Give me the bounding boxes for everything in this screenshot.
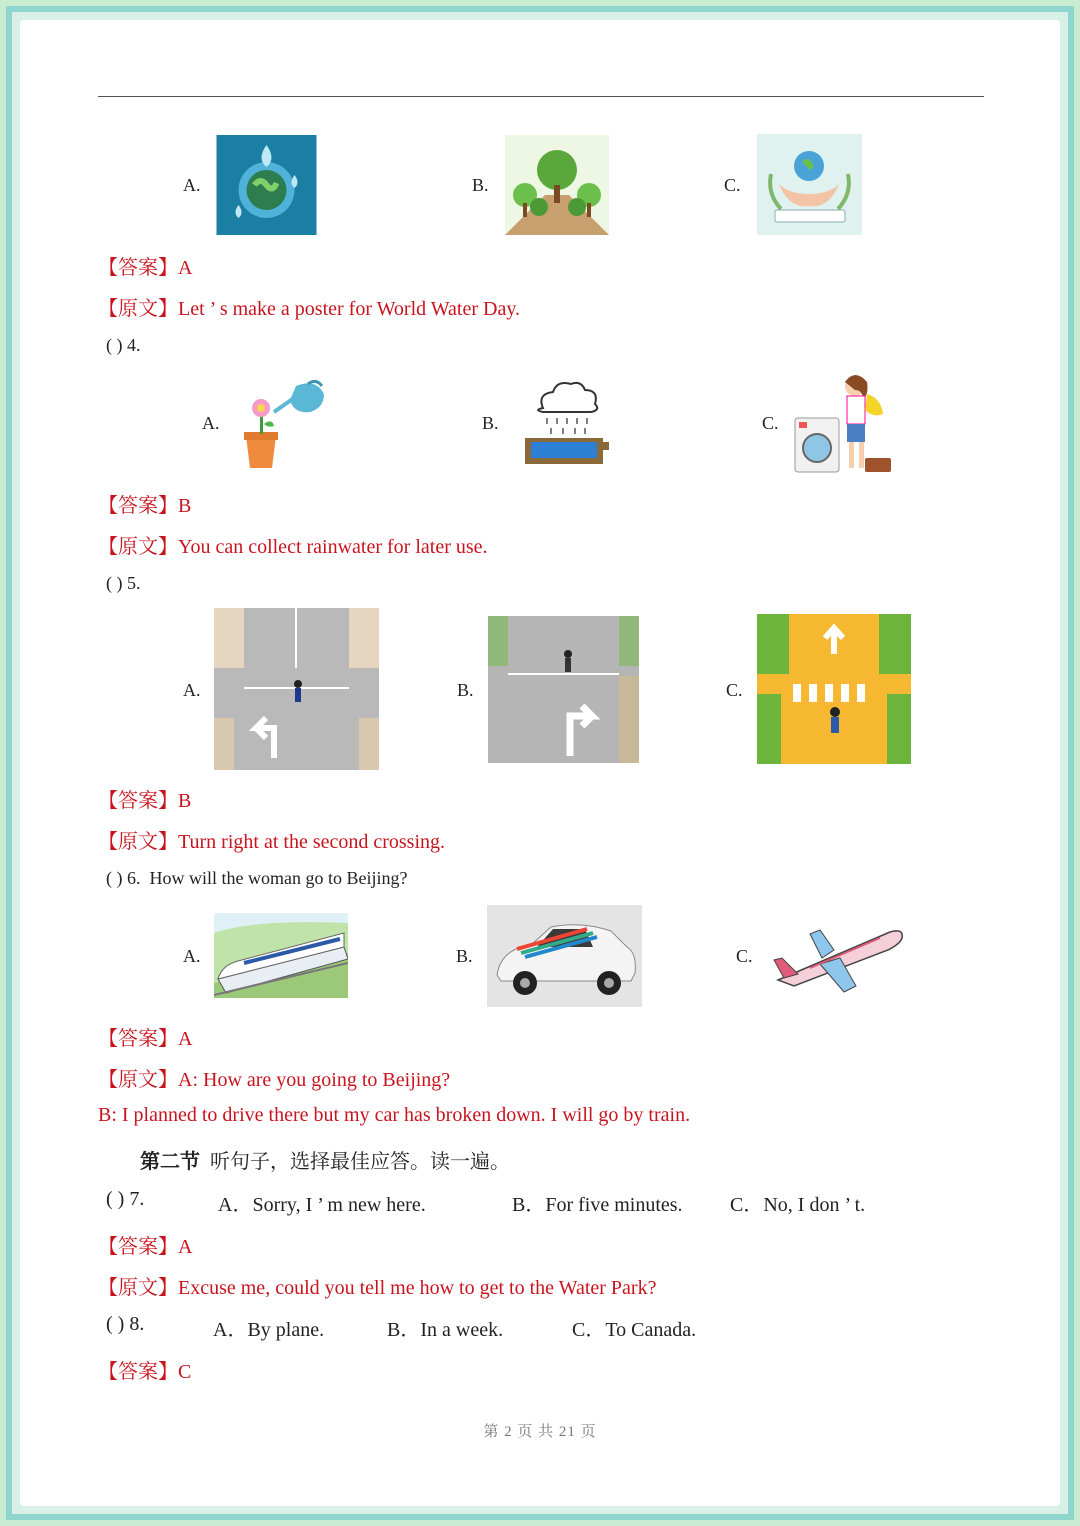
q4-answer-line: [98, 489, 191, 518]
q6-option-c-letter: C.: [736, 946, 753, 966]
watering-flower-icon: [236, 376, 331, 469]
text-label: 【原文】: [98, 536, 178, 558]
q4-option-c-letter: C.: [762, 413, 779, 433]
text-label: 【原文】: [98, 298, 178, 320]
q6-question-line: [106, 868, 407, 889]
q6-text-line: [98, 1063, 450, 1092]
q7-option-b: B．For five minutes.: [512, 1194, 683, 1216]
q7-text-line: [98, 1271, 656, 1300]
page-footer: 第 2 页 共 21 页: [483, 1424, 597, 1440]
q6-answer: A: [178, 1028, 193, 1050]
q5-option-c-letter: C.: [726, 680, 743, 700]
q5-transcript: Turn right at the second crossing.: [178, 831, 446, 853]
earth-day-hands-icon: [757, 134, 862, 235]
q3-option-b-letter: B.: [472, 175, 489, 195]
q4-answer: B: [178, 495, 192, 517]
turn-right-road-icon: [488, 616, 639, 763]
q3-text-line: [98, 292, 520, 321]
q4-text-line: [98, 530, 488, 559]
go-straight-road-icon: [757, 614, 911, 764]
q6-transcript-line2: B: I planned to drive there but my car has broken down. I will go by train.: [98, 1104, 691, 1126]
plane-icon: [770, 920, 904, 1000]
q6-option-a-letter: A.: [183, 946, 201, 966]
q5-answer-line: [98, 784, 191, 813]
answer-label: 【答案】: [98, 1361, 178, 1383]
q3-answer: A: [178, 257, 193, 279]
q7-answer: A: [178, 1236, 193, 1258]
answer-label: 【答案】: [98, 790, 178, 812]
q8-answer: C: [178, 1361, 192, 1383]
text-label: 【原文】: [98, 1069, 178, 1091]
washing-machine-girl-icon: [793, 372, 894, 475]
q8-option-b: B．In a week.: [387, 1319, 504, 1341]
section-2-instruction: 听句子，选择最佳应答。读一遍。: [210, 1151, 510, 1173]
text-label: 【原文】: [98, 1277, 178, 1299]
q4-option-a-letter: A.: [202, 413, 220, 433]
q8-answer-line: [98, 1355, 191, 1384]
q7-option-c: C．No, I don ’ t.: [730, 1194, 866, 1216]
q3-answer-line: [98, 251, 192, 280]
q3-option-c-letter: C.: [724, 175, 741, 195]
answer-label: 【答案】: [98, 1236, 178, 1258]
q4-option-b-letter: B.: [482, 413, 499, 433]
answer-label: 【答案】: [98, 495, 178, 517]
q5-answer: B: [178, 790, 192, 812]
q7-transcript: Excuse me, could you tell me how to get to the Water Park?: [178, 1277, 657, 1299]
header-rule: [98, 96, 984, 97]
turn-left-road-icon: [214, 608, 379, 770]
q3-transcript: Let ’ s make a poster for World Water Day.: [178, 298, 521, 320]
q4-transcript: You can collect rainwater for later use.: [178, 536, 488, 558]
world-water-day-icon: [216, 135, 317, 235]
eco-friendly-trees-icon: [505, 135, 609, 235]
q8-option-c: C．To Canada.: [572, 1319, 697, 1341]
q7-answer-line: [98, 1230, 192, 1259]
q4-number: ( ) 4.: [106, 335, 141, 355]
q5-text-line: [98, 825, 445, 854]
q5-option-a-letter: A.: [183, 680, 201, 700]
answer-label: 【答案】: [98, 1028, 178, 1050]
section-2-heading: [140, 1145, 510, 1174]
section-2-title: 第二节: [140, 1151, 200, 1173]
q8-option-a: A．By plane.: [213, 1319, 325, 1341]
q6-option-b-letter: B.: [456, 946, 473, 966]
rainwater-collection-icon: [521, 378, 611, 468]
q6-transcript: A: How are you going to Beijing?: [178, 1069, 451, 1091]
answer-label: 【答案】: [98, 257, 178, 279]
q5-option-b-letter: B.: [457, 680, 474, 700]
q6-number: ( ) 6.: [106, 868, 141, 888]
car-icon: [487, 905, 642, 1007]
q6-question: How will the woman go to Beijing?: [149, 868, 408, 888]
q7-option-a: A．Sorry, I ’ m new here.: [218, 1194, 426, 1216]
text-label: 【原文】: [98, 831, 178, 853]
q3-option-a-letter: A.: [183, 175, 201, 195]
train-icon: [214, 913, 348, 998]
q6-answer-line: [98, 1022, 192, 1051]
q5-number: ( ) 5.: [106, 573, 141, 593]
q7-number: ( ) 7.: [106, 1188, 145, 1210]
q8-number: ( ) 8.: [106, 1313, 145, 1335]
